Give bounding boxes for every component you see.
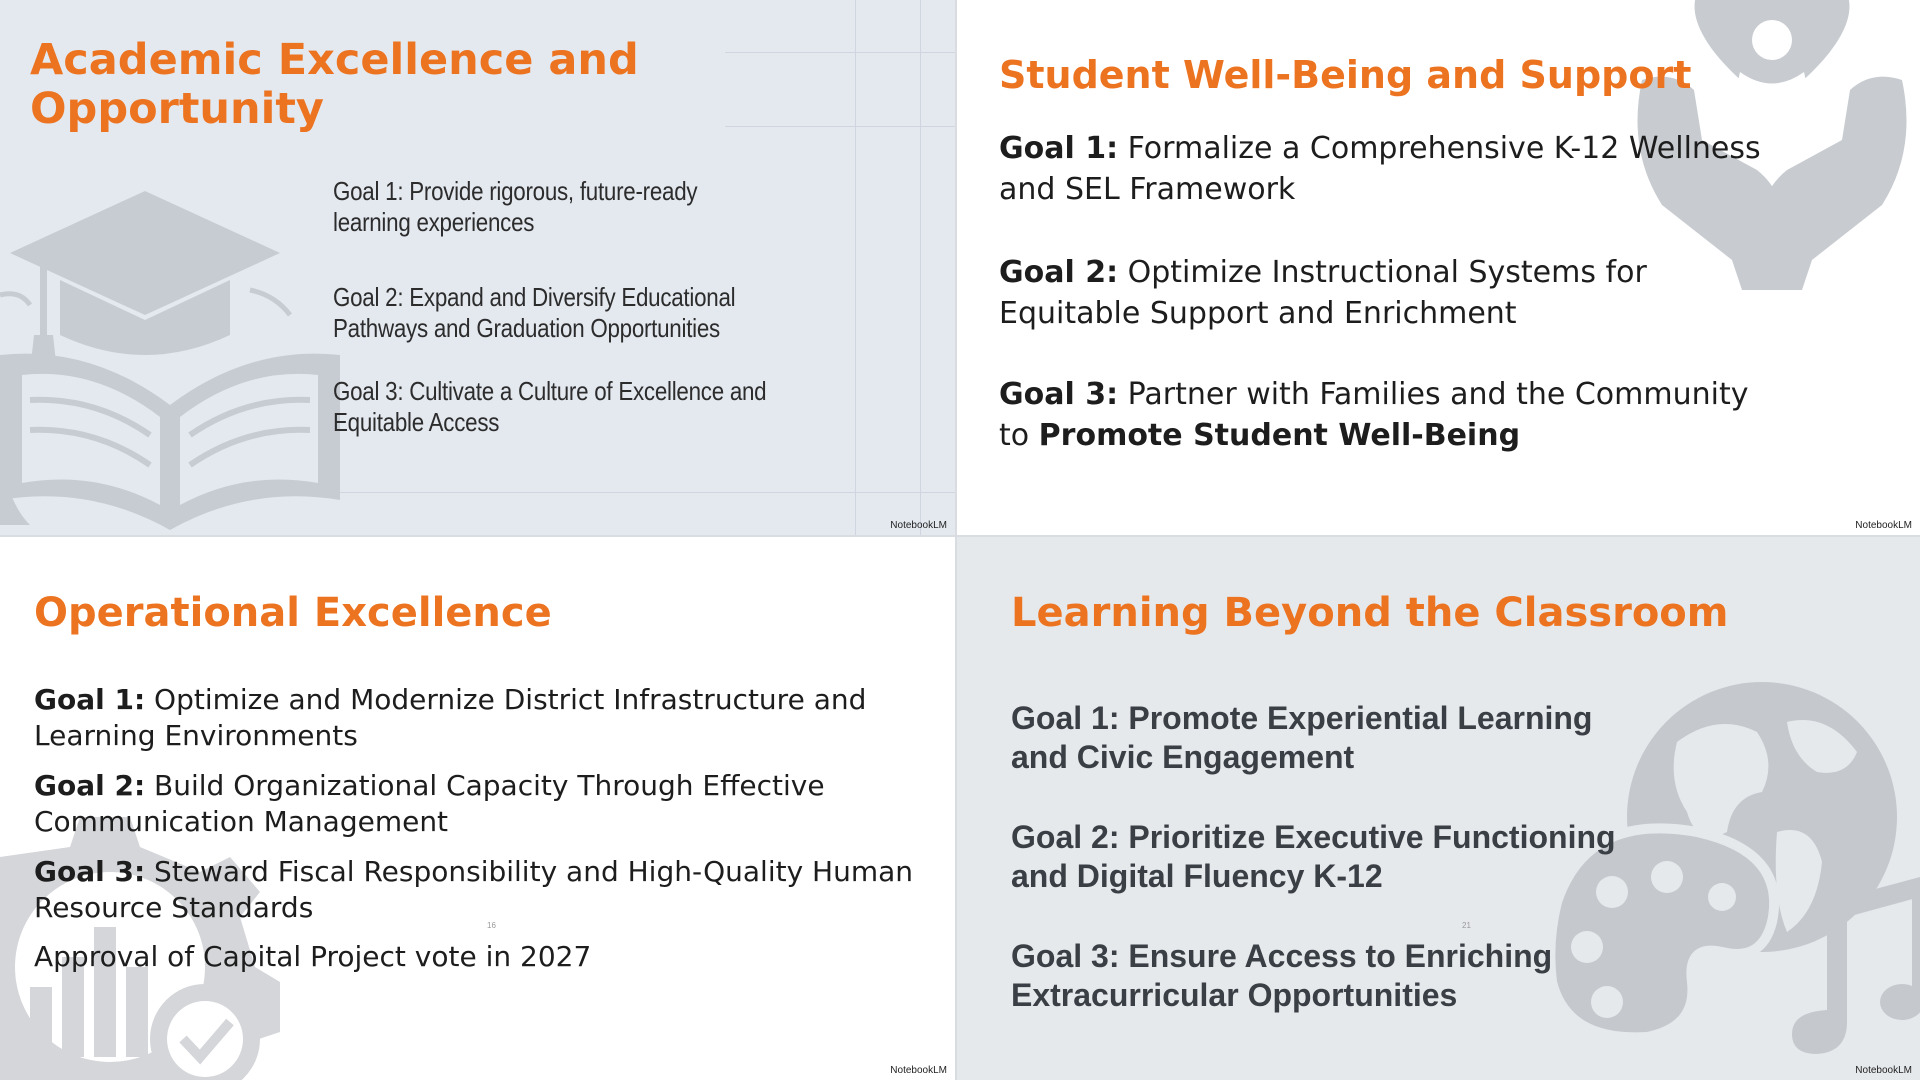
notebooklm-watermark: NotebookLM (890, 520, 947, 531)
guide-line (300, 492, 955, 493)
goal-1-text (999, 128, 1779, 210)
goal-label: Goal 2: (999, 255, 1119, 290)
goal-description: Steward Fiscal Responsibility and High-Quality Human Resource Standards (34, 855, 914, 924)
goal-label: Goal 2: (34, 769, 146, 802)
goal-description: Partner with Families and the Community to (999, 377, 1749, 453)
slide-operational-excellence[interactable] (0, 537, 955, 1080)
goal-label: Goal 3: (999, 377, 1119, 412)
goal-2-text (34, 768, 914, 840)
notebooklm-watermark: NotebookLM (1855, 1065, 1912, 1076)
goal-3-text (999, 374, 1779, 456)
goal-3-text (34, 854, 914, 926)
slide-title: Student Well-Being and Support (999, 53, 1692, 97)
goal-emphasis: Promote Student Well-Being (1038, 418, 1521, 453)
notebooklm-watermark: NotebookLM (890, 1065, 947, 1076)
goal-3-text: Goal 3: Ensure Access to Enriching Extracurricular Opportunities (1011, 938, 1553, 1013)
page-number: 16 (487, 921, 496, 930)
goal-description: Optimize and Modernize District Infrastructure and Learning Environments (34, 683, 867, 752)
goal-label: Goal 3: (34, 855, 146, 888)
goal-1-text: Goal 1: Promote Experiential Learning and Civic Engagement (1011, 700, 1593, 775)
goal-description: Build Organizational Capacity Through Effective Communication Management (34, 769, 825, 838)
page-number: 21 (1462, 921, 1471, 930)
goal-2-text (999, 252, 1779, 334)
graduation-cap-book-icon (0, 185, 360, 535)
goal-1-text (34, 682, 914, 754)
slide-title: Learning Beyond the Classroom (1011, 590, 1729, 636)
slide-title: Academic Excellence and Opportunity (30, 35, 639, 135)
slide-academic-excellence[interactable] (0, 0, 955, 535)
slide-student-well-being[interactable] (957, 0, 1920, 535)
goal-1-text: Goal 1: Provide rigorous, future-ready learning experiences (333, 176, 698, 237)
slide-learning-beyond-classroom[interactable] (957, 537, 1920, 1080)
goal-2-text: Goal 2: Expand and Diversify Educational Pathways and Graduation Opportunities (333, 282, 736, 343)
slide-title: Operational Excellence (34, 590, 552, 636)
goal-description: Optimize Instructional Systems for Equitable Support and Enrichment (999, 255, 1647, 331)
notebooklm-watermark: NotebookLM (1855, 520, 1912, 531)
guide-line (855, 0, 856, 535)
goal-3-text: Goal 3: Cultivate a Culture of Excellence and Equitable Access (333, 376, 767, 437)
horizontal-divider (0, 535, 1920, 537)
guide-line (920, 0, 921, 535)
goal-description: Formalize a Comprehensive K-12 Wellness and SEL Framework (999, 131, 1761, 207)
goal-2-text: Goal 2: Prioritize Executive Functioning and Digital Fluency K-12 (1011, 819, 1616, 894)
goal-label: Goal 1: (999, 131, 1119, 166)
vertical-divider (955, 0, 957, 1080)
goal-label: Goal 1: (34, 683, 146, 716)
capital-project-text: Approval of Capital Project vote in 2027 (34, 940, 592, 973)
